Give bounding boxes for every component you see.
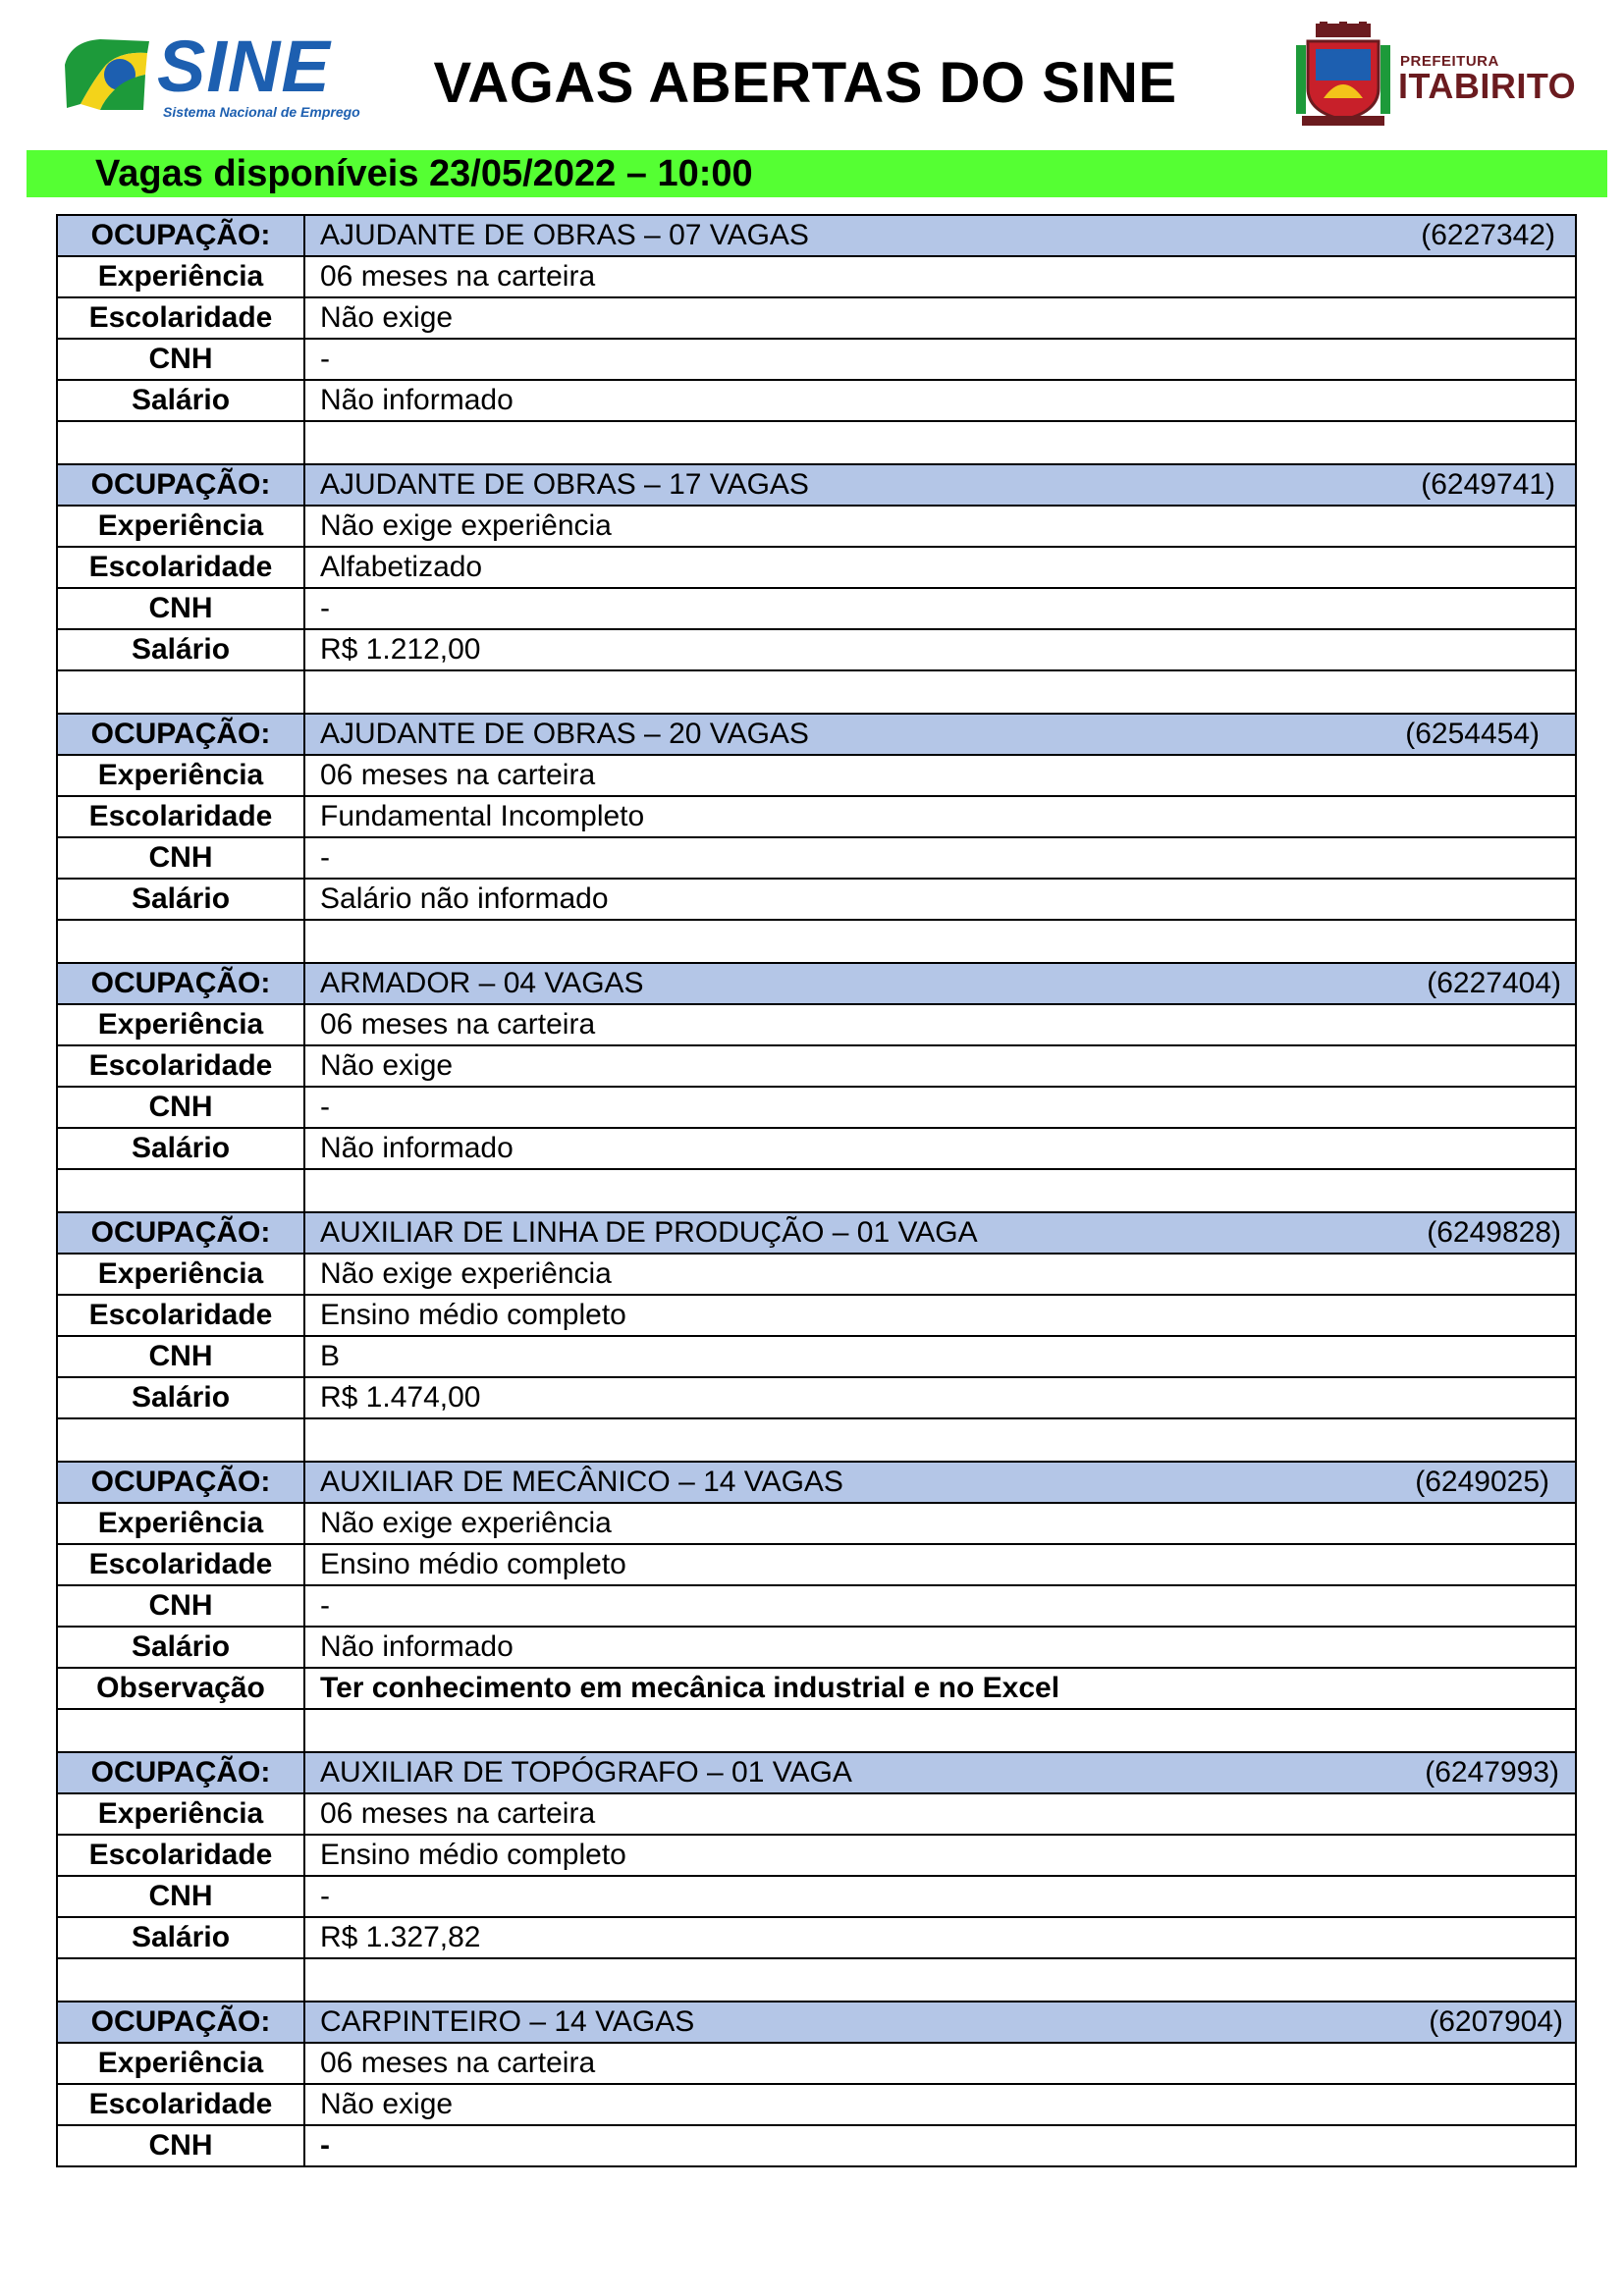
salary-value: Não informado [304, 1128, 1576, 1169]
experience-row [57, 1004, 1576, 1045]
page-header [0, 0, 1624, 147]
date-banner-text: Vagas disponíveis 23/05/2022 – 10:00 [95, 153, 753, 194]
cnh-row [57, 1336, 1576, 1377]
experience-label: Experiência [57, 1254, 304, 1295]
sine-logo-text: SINE [157, 26, 331, 107]
education-value: Fundamental Incompleto [304, 796, 1576, 837]
experience-row [57, 256, 1576, 297]
job-code: (6247993) [1425, 1756, 1559, 1789]
occupation-row [57, 2002, 1576, 2043]
occupation-cell [304, 1212, 1576, 1254]
salary-row [57, 1917, 1576, 1958]
cnh-value: - [304, 837, 1576, 879]
occupation-title: ARMADOR – 04 VAGAS [320, 967, 644, 999]
salary-value: R$ 1.474,00 [304, 1377, 1576, 1418]
occupation-title: AJUDANTE DE OBRAS – 17 VAGAS [320, 468, 809, 501]
cnh-label: CNH [57, 1585, 304, 1627]
experience-value: Não exige experiência [304, 1503, 1576, 1544]
education-row [57, 547, 1576, 588]
cnh-row [57, 1585, 1576, 1627]
spacer-cell [304, 421, 1576, 464]
education-label: Escolaridade [57, 297, 304, 339]
job-code: (6249741) [1421, 468, 1555, 501]
spacer-cell [304, 1169, 1576, 1212]
cnh-row [57, 837, 1576, 879]
spacer-cell [57, 1418, 304, 1462]
salary-label: Salário [57, 380, 304, 421]
spacer-cell [304, 1958, 1576, 2002]
occupation-label: OCUPAÇÃO: [57, 714, 304, 755]
education-row [57, 1045, 1576, 1087]
spacer-row [57, 920, 1576, 963]
occupation-row [57, 963, 1576, 1004]
occupation-cell [304, 1462, 1576, 1503]
experience-value: 06 meses na carteira [304, 1793, 1576, 1835]
education-label: Escolaridade [57, 1295, 304, 1336]
education-label: Escolaridade [57, 2084, 304, 2125]
occupation-title: AUXILIAR DE MECÂNICO – 14 VAGAS [320, 1466, 843, 1498]
cnh-row [57, 2125, 1576, 2166]
cnh-row [57, 339, 1576, 380]
occupation-cell [304, 215, 1576, 256]
cnh-value: - [304, 588, 1576, 629]
spacer-row [57, 670, 1576, 714]
salary-label: Salário [57, 1917, 304, 1958]
occupation-label: OCUPAÇÃO: [57, 464, 304, 506]
cnh-row [57, 588, 1576, 629]
salary-value: Salário não informado [304, 879, 1576, 920]
spacer-row [57, 1418, 1576, 1462]
prefeitura-logo [1294, 22, 1577, 130]
job-code: (6249025) [1415, 1466, 1549, 1498]
education-value: Ensino médio completo [304, 1295, 1576, 1336]
job-code: (6227342) [1421, 219, 1555, 251]
experience-value: 06 meses na carteira [304, 755, 1576, 796]
occupation-title: AJUDANTE DE OBRAS – 07 VAGAS [320, 219, 809, 251]
salary-value: Não informado [304, 1627, 1576, 1668]
spacer-cell [304, 670, 1576, 714]
spacer-cell [57, 1169, 304, 1212]
education-label: Escolaridade [57, 1045, 304, 1087]
experience-value: 06 meses na carteira [304, 2043, 1576, 2084]
page-title: VAGAS ABERTAS DO SINE [433, 51, 1177, 115]
cnh-value: - [304, 1585, 1576, 1627]
education-label: Escolaridade [57, 796, 304, 837]
education-value: Não exige [304, 297, 1576, 339]
occupation-row [57, 1752, 1576, 1793]
city-seal-icon [1294, 22, 1392, 130]
job-code: (6249828) [1427, 1216, 1561, 1249]
occupation-label: OCUPAÇÃO: [57, 215, 304, 256]
observation-label: Observação [57, 1668, 304, 1709]
experience-row [57, 1503, 1576, 1544]
experience-label: Experiência [57, 755, 304, 796]
spacer-cell [57, 1958, 304, 2002]
occupation-cell [304, 464, 1576, 506]
occupation-row [57, 215, 1576, 256]
spacer-row [57, 1709, 1576, 1752]
experience-label: Experiência [57, 2043, 304, 2084]
education-row [57, 297, 1576, 339]
salary-row [57, 380, 1576, 421]
occupation-label: OCUPAÇÃO: [57, 2002, 304, 2043]
occupation-cell [304, 963, 1576, 1004]
cnh-row [57, 1876, 1576, 1917]
salary-label: Salário [57, 879, 304, 920]
cnh-value: - [304, 1876, 1576, 1917]
spacer-cell [57, 670, 304, 714]
occupation-cell [304, 1752, 1576, 1793]
cnh-label: CNH [57, 1336, 304, 1377]
cnh-label: CNH [57, 837, 304, 879]
observation-row [57, 1668, 1576, 1709]
cnh-label: CNH [57, 588, 304, 629]
experience-label: Experiência [57, 506, 304, 547]
spacer-cell [304, 1418, 1576, 1462]
salary-label: Salário [57, 1377, 304, 1418]
salary-row [57, 629, 1576, 670]
education-value: Ensino médio completo [304, 1544, 1576, 1585]
experience-row [57, 755, 1576, 796]
experience-label: Experiência [57, 1004, 304, 1045]
cnh-label: CNH [57, 1087, 304, 1128]
cnh-value: - [304, 339, 1576, 380]
salary-row [57, 879, 1576, 920]
spacer-cell [57, 1709, 304, 1752]
experience-row [57, 1254, 1576, 1295]
education-value: Ensino médio completo [304, 1835, 1576, 1876]
occupation-title: AUXILIAR DE TOPÓGRAFO – 01 VAGA [320, 1756, 852, 1789]
education-value: Não exige [304, 2084, 1576, 2125]
jobs-table [56, 214, 1577, 2167]
education-label: Escolaridade [57, 1544, 304, 1585]
salary-label: Salário [57, 1627, 304, 1668]
occupation-label: OCUPAÇÃO: [57, 963, 304, 1004]
prefeitura-city: ITABIRITO [1398, 66, 1577, 106]
salary-row [57, 1377, 1576, 1418]
salary-row [57, 1627, 1576, 1668]
observation-value: Ter conhecimento em mecânica industrial e no Excel [304, 1668, 1576, 1709]
experience-value: 06 meses na carteira [304, 256, 1576, 297]
occupation-row [57, 464, 1576, 506]
education-label: Escolaridade [57, 547, 304, 588]
occupation-cell [304, 714, 1576, 755]
salary-value: R$ 1.212,00 [304, 629, 1576, 670]
experience-label: Experiência [57, 256, 304, 297]
job-code: (6254454) [1405, 718, 1540, 750]
occupation-row [57, 714, 1576, 755]
prefeitura-label: PREFEITURA [1400, 53, 1499, 70]
job-code: (6207904) [1429, 2005, 1563, 2038]
date-banner [27, 150, 1607, 197]
spacer-row [57, 1169, 1576, 1212]
occupation-cell [304, 2002, 1576, 2043]
salary-value: Não informado [304, 380, 1576, 421]
education-row [57, 1544, 1576, 1585]
spacer-cell [304, 920, 1576, 963]
education-value: Não exige [304, 1045, 1576, 1087]
occupation-row [57, 1462, 1576, 1503]
experience-value: Não exige experiência [304, 1254, 1576, 1295]
spacer-cell [304, 1709, 1576, 1752]
experience-row [57, 2043, 1576, 2084]
sine-logo-subtitle: Sistema Nacional de Emprego [163, 104, 360, 120]
salary-value: R$ 1.327,82 [304, 1917, 1576, 1958]
occupation-title: AUXILIAR DE LINHA DE PRODUÇÃO – 01 VAGA [320, 1216, 978, 1249]
job-code: (6227404) [1427, 967, 1561, 999]
experience-label: Experiência [57, 1793, 304, 1835]
cnh-value: - [304, 1087, 1576, 1128]
salary-label: Salário [57, 1128, 304, 1169]
education-value: Alfabetizado [304, 547, 1576, 588]
education-row [57, 2084, 1576, 2125]
education-row [57, 1835, 1576, 1876]
brazil-flag-icon [61, 35, 151, 114]
salary-row [57, 1128, 1576, 1169]
experience-row [57, 506, 1576, 547]
cnh-value: B [304, 1336, 1576, 1377]
cnh-label: CNH [57, 339, 304, 380]
spacer-row [57, 421, 1576, 464]
occupation-label: OCUPAÇÃO: [57, 1212, 304, 1254]
cnh-label: CNH [57, 2125, 304, 2166]
education-row [57, 1295, 1576, 1336]
education-row [57, 796, 1576, 837]
experience-row [57, 1793, 1576, 1835]
salary-label: Salário [57, 629, 304, 670]
spacer-cell [57, 421, 304, 464]
occupation-label: OCUPAÇÃO: [57, 1752, 304, 1793]
spacer-cell [57, 920, 304, 963]
occupation-label: OCUPAÇÃO: [57, 1462, 304, 1503]
occupation-title: AJUDANTE DE OBRAS – 20 VAGAS [320, 718, 809, 750]
cnh-label: CNH [57, 1876, 304, 1917]
cnh-value: - [304, 2125, 1576, 2166]
experience-label: Experiência [57, 1503, 304, 1544]
spacer-row [57, 1958, 1576, 2002]
education-label: Escolaridade [57, 1835, 304, 1876]
cnh-row [57, 1087, 1576, 1128]
experience-value: 06 meses na carteira [304, 1004, 1576, 1045]
sine-logo [61, 26, 360, 123]
occupation-title: CARPINTEIRO – 14 VAGAS [320, 2005, 695, 2038]
experience-value: Não exige experiência [304, 506, 1576, 547]
occupation-row [57, 1212, 1576, 1254]
